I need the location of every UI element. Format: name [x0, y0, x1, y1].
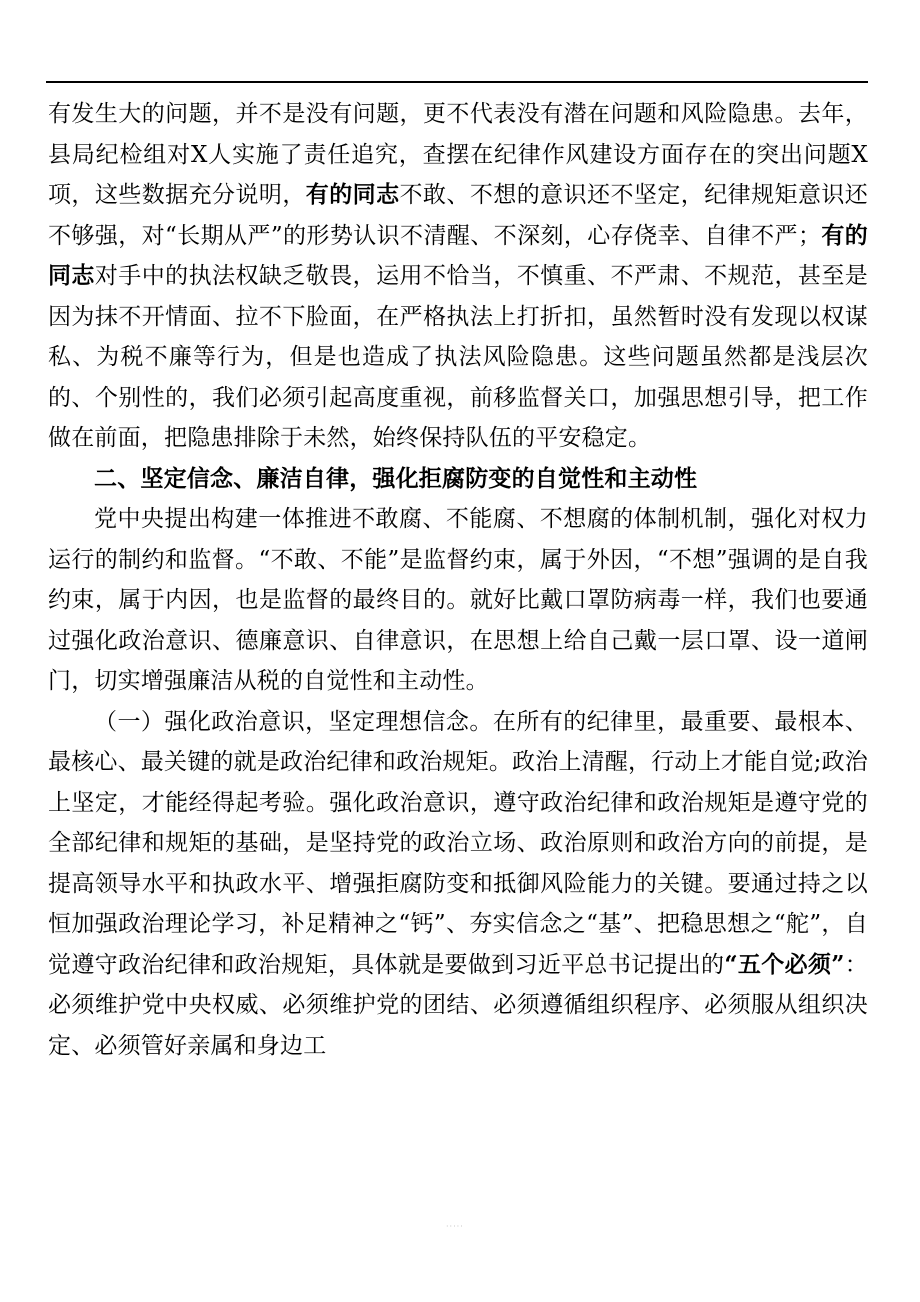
paragraph-1-bold-d: 有的同志	[48, 221, 868, 289]
paragraph-1-bold-a: 有的同志	[305, 181, 400, 208]
paragraph-3-bold-b: “五个必须”	[724, 950, 845, 978]
paragraph-3-text-c: ：必须维护党中央权威、必须维护党的团结、必须遵循组织程序、必须服从组织决定、必须管好亲属和身边工	[48, 951, 868, 1059]
document-body	[48, 94, 868, 1066]
paragraph-3-text-a: （一）强化政治意识，坚定理想信念。在所有的纪律里，最重要、最根本、最核心、最关键的就是政治纪律和政治规矩。政治上清醒，行动上才能自觉;政治上坚定，才能经得起考验。强化政治意识，遵守政治纪律和政治规矩是遵守党的全部纪律和规矩的基础，是坚持党的政治立场、政治原则和政治方向的前提，是提高领导水平和执政水平、增强拒腐防变和抵御风险能力的关键。要通过持之以恒加强政治理论学习，补足精神之“钙”、夯实信念之“基”、把稳思想之“舵”，自觉遵守政治纪律和政治规矩，具体就是要做到习近平总书记提出的	[48, 708, 868, 978]
paragraph-1-text-c: 不敢、不想的意识还不坚定，纪律规矩意识还不够强，对“长期从严”的形势认识不清醒、不深刻，心存侥幸、自律不严；	[48, 182, 869, 249]
paragraph-1-text-a: 有发生大的问题，并不是没有问题，更不代表没有潜在问题和风险隐患。去年，县局纪检组对X人实施了责任追究，查摆在纪律作风建设方面存在的突出问题X项，这些数据充分说明，	[48, 101, 868, 208]
paragraph-2: 党中央提出构建一体推进不敢腐、不能腐、不想腐的体制机制，强化对权力运行的制约和监督。“不敢、不能”是监督约束，属于外因，“不想”强调的是自我约束，属于内因，也是监督的最终目的。就好比戴口罩防病毒一样，我们也要通过强化政治意识、德廉意识、自律意识，在思想上给自己戴一层口罩、设一道闸门，切实增强廉洁从税的自觉性和主动性。	[48, 506, 868, 694]
paragraph-1	[48, 94, 868, 459]
header-rule	[46, 81, 868, 83]
page-footer-mark: ·····	[446, 1222, 464, 1231]
section-heading-2: 二、坚定信念、廉洁自律，强化拒腐防变的自觉性和主动性	[94, 464, 698, 492]
paragraph-1-text-e: 对手中的执法权缺乏敬畏，运用不恰当，不慎重、不严肃、不规范，甚至是因为抹不开情面、拉不下脸面，在严格执法上打折扣，虽然暂时没有发现以权谋私、为税不廉等行为，但是也造成了执法风险隐患。这些问题虽然都是浅层次的、个别性的，我们必须引起高度重视，前移监督关口，加强思想引导，把工作做在前面，把隐患排除于未然，始终保持队伍的平安稳定。	[48, 263, 868, 451]
paragraph-3	[48, 702, 868, 1067]
